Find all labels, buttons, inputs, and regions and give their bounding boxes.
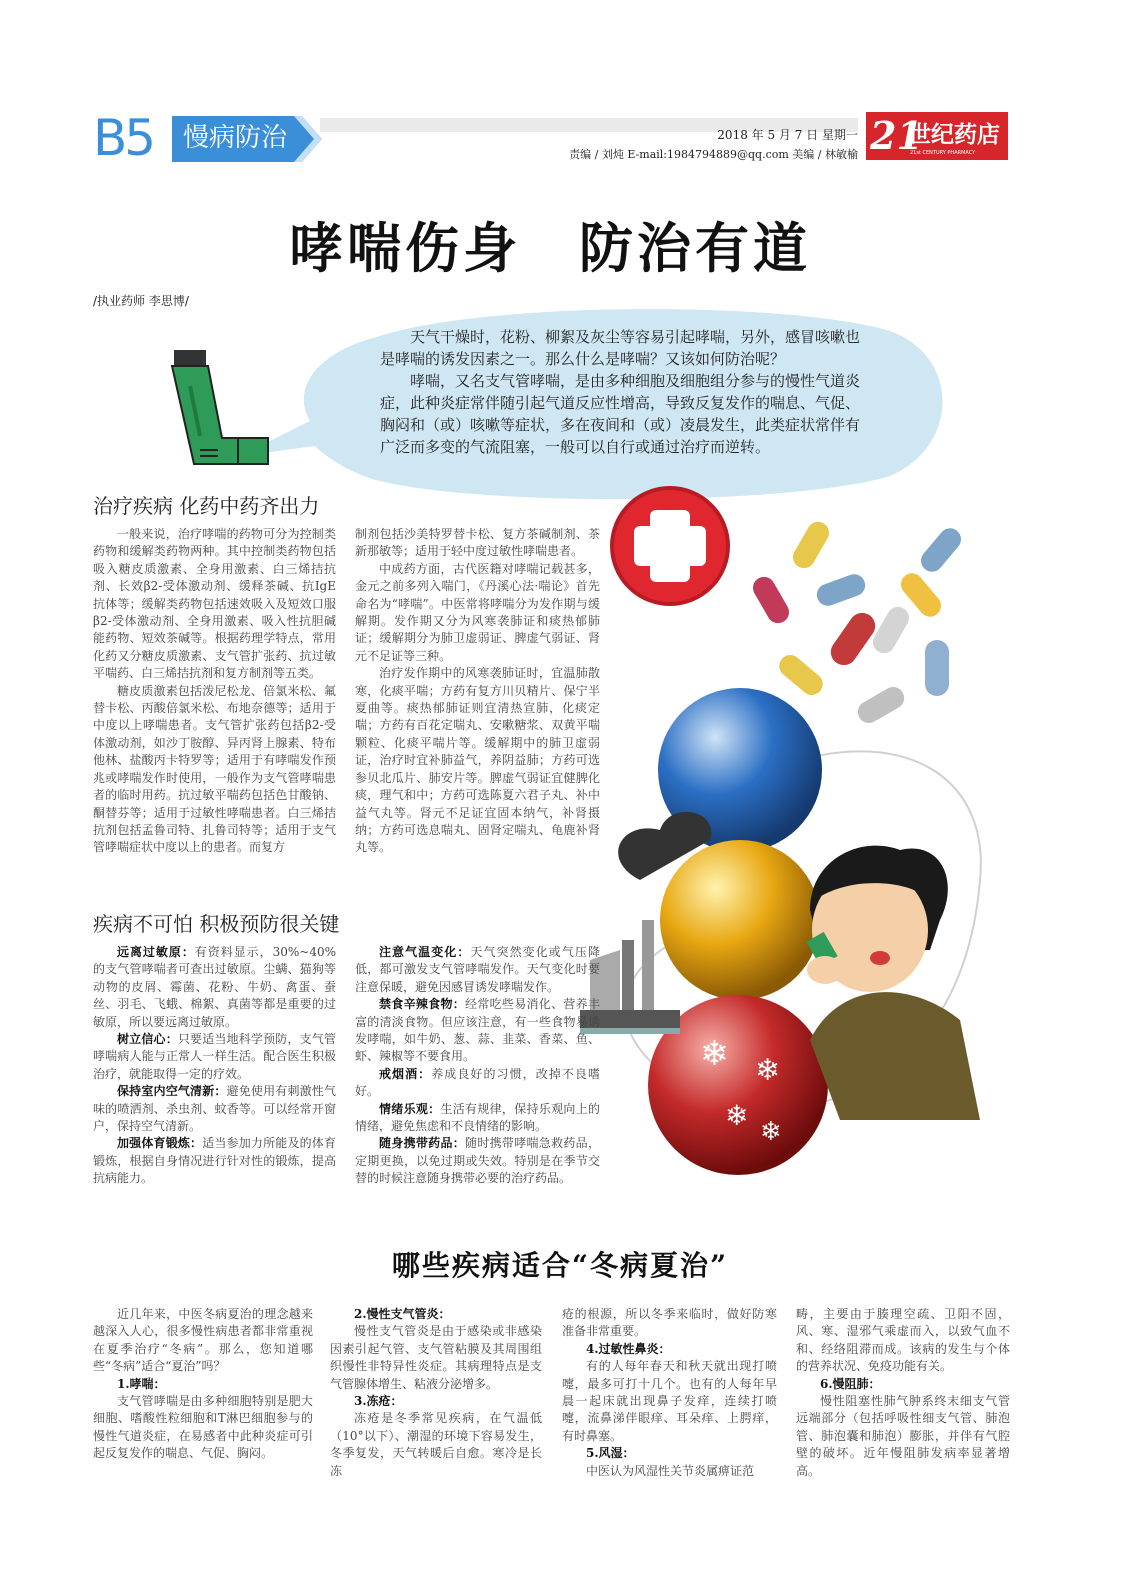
paragraph: 治疗发作期中的风寒袭肺证时，宜温肺散寒，化痰平喘；方药有复方川贝精片、保宁半夏曲等。痰热郁肺证则宜清热宣肺，化痰定喘；方药有百花定喘丸、安嗽糖浆、双黄平喘颗粒、化痰平喘片等。缓解期中的肺卫虚弱证，治疗时宜补肺益气，养阴益肺；方药可选参贝北瓜片、肺安片等。脾虚气弱证宜健脾化痰，理气和中；方药可选陈夏六君子丸、补中益气丸等。肾元不足证宜固本纳气，补肾摄纳；方药可选息喘丸、固肾定喘丸、龟鹿补肾丸等。 (355, 666, 600, 855)
tip-text: 避免使用有刺激性气味的喷洒剂、杀虫剂、蚊香等。可以经常开窗户，保持空气清新。 (93, 1084, 336, 1134)
paragraph: 慢性支气管炎是由于感染或非感染因素引起气管、支气管粘膜及其周围组织慢性非特异性炎症。其病理特点是支气管腺体增生、粘液分泌增多。 (330, 1324, 542, 1391)
disease-heading: 2.慢性支气管炎： (354, 1307, 451, 1321)
paragraph: 有的人每年春天和秋天就出现打喷嚏，最多可打十几个。也有的人每年早晨一起床就出现鼻子发痒，连续打喷嚏，流鼻涕伴眼痒、耳朵痒、上腭痒，有时鼻塞。 (562, 1359, 777, 1443)
tip-paragraph (355, 944, 600, 996)
inhaler-icon (166, 346, 272, 466)
paragraph: 中医认为风湿性关节炎属痹证范 (586, 1463, 755, 1478)
health-illustration (580, 480, 1020, 1200)
section3-column-3 (562, 1306, 777, 1480)
tip-paragraph (93, 944, 336, 1031)
tip-heading: 树立信心： (117, 1032, 178, 1047)
byline: /执业药师 李思博/ (93, 294, 189, 308)
intro-paragraph: 哮喘，又名支气管哮喘，是由多种细胞及细胞组分参与的慢性气道炎症，此种炎症常伴随引起气道反应性增高，导致反复发作的喘息、气促、胸闷和（或）咳嗽等症状，多在夜间和（或）凌晨发生，此类症状常伴有广泛而多变的气流阻塞，一般可以自行或通过治疗而逆转。 (380, 372, 861, 456)
tip-heading: 随身携带药品： (379, 1136, 466, 1151)
tip-heading: 情绪乐观： (379, 1101, 441, 1116)
section1-column-1 (93, 526, 336, 857)
tip-paragraph (355, 1066, 600, 1101)
editor-credits: 责编 / 刘炖 E-mail:1984794889@qq.com 美编 / 林敏榆 (569, 148, 858, 161)
section2-column-2 (355, 944, 600, 1188)
pill-icons (749, 518, 966, 727)
tip-text: 适当参加力所能及的体育锻炼，根据自身情况进行针对性的锻炼，提高抗病能力。 (93, 1136, 336, 1186)
tip-paragraph (93, 1135, 336, 1187)
paragraph: 慢性阻塞性肺气肿系终末细支气管远端部分（包括呼吸性细支气管、肺泡管、肺泡囊和肺泡）膨胀，并伴有气腔壁的破坏。近年慢阻肺发病率显著增高。 (796, 1394, 1010, 1478)
section3-column-4 (796, 1306, 1010, 1480)
disease-heading: 6.慢阻肺： (820, 1376, 881, 1391)
section-heading: 治疗疾病 化药中药齐出力 (93, 494, 320, 518)
svg-text:❄: ❄ (760, 1117, 782, 1147)
logo-text: 世纪药店 (908, 121, 1000, 148)
tip-heading: 禁食辛辣食物： (379, 997, 466, 1012)
yellow-sphere (660, 840, 820, 1000)
paragraph: 支气管哮喘是由多种细胞特别是肥大细胞、嗜酸性粒细胞和T淋巴细胞参与的慢性气道炎症，在易感者中此种炎症可引起反复发作的喘息、气促、胸闷。 (93, 1394, 313, 1461)
tip-text: 有资料显示，30%~40%的支气管哮喘者可查出过敏原。尘螨、猫狗等动物的皮屑、霉菌、花粉、牛奶、禽蛋、蚕丝、羽毛、飞蛾、棉絮、真菌等都是重要的过敏原，所以要远离过敏原。 (93, 945, 336, 1029)
section-heading: 疾病不可怕 积极预防很关键 (93, 912, 340, 936)
tip-text: 生活有规律，保持乐观向上的情绪，避免焦虑和不良情绪的影响。 (355, 1101, 600, 1134)
paragraph: 一般来说，治疗哮喘的药物可分为控制类药物和缓解类药物两种。其中控制类药物包括吸入糖皮质激素、全身用激素、白三烯拮抗剂、长效β2-受体激动剂、缓释茶碱、抗IgE抗体等；缓解类药物包括速效吸入及短效口服β2-受体激动剂、全身用激素、吸入性抗胆碱能药物、短效茶碱等。根据药理学特点，常用化药又分糖皮质激素、支气管扩张药、抗过敏平喘药、白三烯拮抗剂和复方制剂等五类。 (93, 527, 336, 681)
disease-heading: 1.哮喘： (117, 1376, 166, 1391)
paragraph: 畴，主要由于腠理空疏、卫阳不固，风、寒、湿邪气乘虚而入，以致气血不和、经络阻滞而成。该病的发生与个体的营养状况、免疫功能有关。 (796, 1307, 1010, 1374)
disease-heading: 3.冻疮： (354, 1394, 403, 1409)
headline: 哮喘伤身 防治有道 (289, 216, 811, 280)
issue-date: 2018 年 5 月 7 日 星期一 (717, 128, 858, 142)
section3-column-1 (93, 1306, 313, 1463)
section2-column-1 (93, 944, 336, 1188)
paragraph: 中成药方面，古代医籍对哮喘记载甚多，金元之前多列入喘门，《丹溪心法·喘论》首先命名为“哮喘”。中医常将哮喘分为发作期与缓解期。发作期又分为风寒袭肺证和痰热郁肺证；缓解期分为肺卫虚弱证、脾虚气弱证、肾元不足证等三种。 (355, 561, 600, 663)
tip-text: 随时携带哮喘急救药品，定期更换，以免过期或失效。特别是在季节交替的时候注意随身携带必要的治疗药品。 (355, 1136, 600, 1186)
tip-text: 经常吃些易消化、营养丰富的清淡食物。但应该注意，有一些食物易诱发哮喘，如牛奶、葱、蒜、韭菜、香菜、鱼、虾、辣椒等不要食用。 (355, 997, 600, 1064)
tip-text: 只要适当地科学预防，支气管哮喘病人能与正常人一样生活。配合医生积极治疗，就能取得一定的疗效。 (93, 1032, 336, 1081)
tip-heading: 戒烟酒： (379, 1066, 432, 1081)
intro-text (380, 326, 860, 458)
logo-number: 21 (870, 113, 923, 158)
tip-paragraph (355, 996, 600, 1066)
tip-heading: 远离过敏原： (117, 945, 195, 959)
paragraph: 近几年来，中医冬病夏治的理念越来越深入人心，很多慢性病患者都非常重视在夏季治疗“冬病”。那么，您知道哪些“冬病”适合“夏治”吗？ (93, 1307, 313, 1374)
intro-paragraph: 天气干燥时，花粉、柳絮及灰尘等容易引起哮喘，另外，感冒咳嗽也是哮喘的诱发因素之一。那么什么是哮喘？又该如何防治呢？ (380, 328, 861, 368)
paragraph: 疮的根源，所以冬季来临时，做好防寒准备非常重要。 (562, 1307, 777, 1339)
tip-paragraph (355, 1101, 600, 1136)
svg-text:❄: ❄ (725, 1099, 749, 1132)
tip-heading: 保持室内空气清新： (117, 1084, 227, 1099)
disease-heading: 4.过敏性鼻炎： (586, 1341, 671, 1356)
paragraph: 糖皮质激素包括泼尼松龙、倍氯米松、氟替卡松、丙酸倍氯米松、布地奈德等；适用于中度以上哮喘患者。支气管扩张药包括β2-受体激动剂，如沙丁胺醇、异丙肾上腺素、特布他林、盐酸丙卡特罗等；适用于有哮喘发作预兆或哮喘发作时使用，一般作为支气管哮喘患者的临时用药。抗过敏平喘药包括色甘酸钠、酮替芬等；适用于过敏性哮喘患者。白三烯拮抗剂包括孟鲁司特、扎鲁司特等；适用于支气管哮喘症状中度以上的患者。而复方 (93, 683, 336, 855)
tip-text: 养成良好的习惯，改掉不良嗜好。 (355, 1066, 600, 1099)
section-label: 慢病防治 (183, 123, 288, 153)
disease-heading: 5.风湿： (586, 1446, 635, 1461)
page-number: B5 (93, 109, 154, 167)
paragraph: 制剂包括沙美特罗替卡松、复方茶碱制剂、茶新那敏等；适用于轻中度过敏性哮喘患者。 (355, 527, 600, 559)
section1-column-2 (355, 526, 600, 857)
tip-paragraph (93, 1031, 336, 1083)
tip-paragraph (355, 1135, 600, 1187)
tip-heading: 加强体育锻炼： (117, 1136, 203, 1151)
logo-subtitle: 21st CENTURY PHARMACY (910, 150, 976, 156)
svg-text:❄: ❄ (700, 1034, 729, 1074)
paragraph: 冻疮是冬季常见疾病，在气温低（10°以下）、潮湿的环境下容易发生，冬季复发，天气转暖后自愈。寒冷是长冻 (330, 1411, 542, 1478)
tip-paragraph (93, 1083, 336, 1135)
section3-column-2 (330, 1306, 542, 1480)
svg-text:❄: ❄ (755, 1053, 781, 1088)
tip-heading: 注意气温变化： (379, 945, 471, 959)
section-heading: 哪些疾病适合“冬病夏治” (391, 1249, 729, 1282)
tip-text: 天气突然变化或气压降低，都可激发支气管哮喘发作。天气变化时要注意保暖，避免因感冒诱发哮喘发作。 (355, 945, 600, 994)
